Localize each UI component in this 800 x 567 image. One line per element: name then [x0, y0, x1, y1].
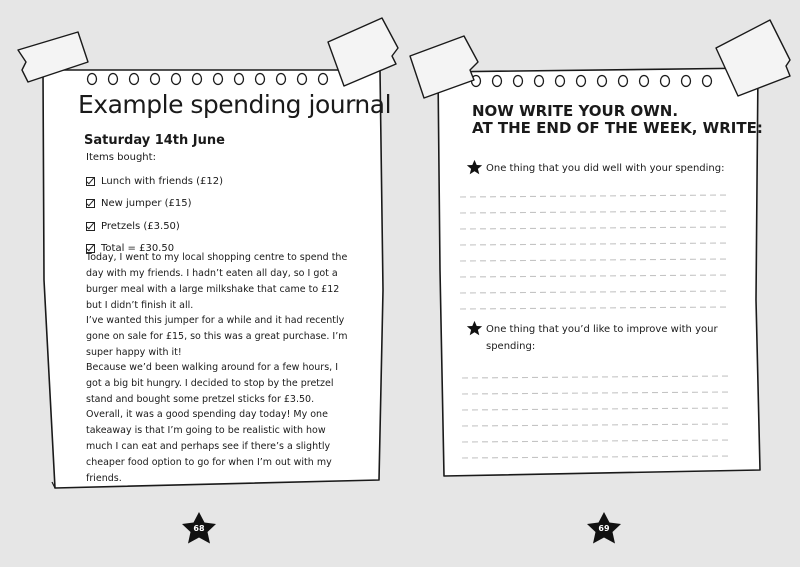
checklist-item-label: Pretzels (£3.50) [101, 220, 180, 232]
checklist-item [86, 193, 223, 216]
journal-paragraph: Overall, it was a good spending day today! My one takeaway is that I’m going to be realistic with how much I can eat and perhaps see if there’s a slightly cheaper food option to go for when I’m out with my friends. [86, 409, 332, 484]
checked-box-icon [86, 177, 95, 186]
items-bought-label: Items bought: [86, 152, 156, 163]
checklist-item [86, 170, 223, 193]
prompt-improve [466, 321, 736, 355]
journal-paragraph: Because we’d been walking around for a few hours, I got a big bit hungry. I decided to stop by the pretzel stand and bought some pretzel sticks for £3.50. [86, 362, 339, 405]
journal-paragraph: Today, I went to my local shopping centre to spend the day with my friends. I hadn’t eaten all day, so I got a burger meal with a large milkshake that came to £12 but I didn’t finish it all. [86, 252, 348, 311]
heading-line-1: NOW WRITE YOUR OWN. [472, 102, 679, 120]
page-number-left: 68 [193, 524, 205, 533]
journal-date: Saturday 14th June [84, 133, 225, 148]
page-number-right: 69 [598, 524, 610, 533]
prompt-text: One thing that you’d like to improve with your spending: [486, 324, 718, 352]
prompt-text: One thing that you did well with your spending: [486, 163, 725, 174]
star-icon [466, 320, 483, 337]
checklist-item-label: Total = £30.50 [101, 243, 175, 255]
checklist-item-label: Lunch with friends (£12) [101, 175, 224, 187]
instructions-heading [472, 103, 763, 137]
checked-box-icon [86, 199, 95, 208]
checked-box-icon [86, 222, 95, 231]
prompt-did-well [466, 160, 756, 177]
journal-title: Example spending journal [78, 90, 392, 119]
journal-paragraph: I’ve wanted this jumper for a while and it had recently gone on sale for £15, so this was a great purchase. I’m super happy with it! [86, 315, 348, 358]
checklist-item-label: New jumper (£15) [101, 198, 192, 210]
checklist-item [86, 215, 223, 238]
star-icon [466, 159, 483, 176]
items-checklist [86, 170, 223, 260]
heading-line-2: AT THE END OF THE WEEK, WRITE: [472, 119, 763, 137]
